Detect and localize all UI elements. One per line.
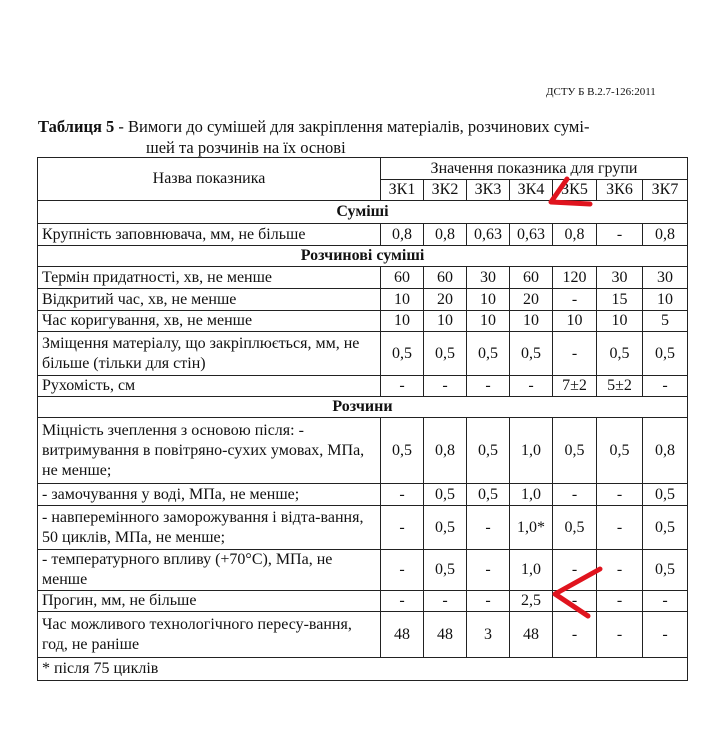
section-title: Суміші [38, 201, 688, 224]
row-value: 1,0 [510, 484, 553, 506]
row-value: 0,63 [510, 224, 553, 246]
row-value: 0,5 [643, 506, 688, 550]
row-name: Зміщення матеріалу, що закріплюється, мм, не більше (тільки для стін) [38, 332, 381, 376]
row-value: 0,5 [643, 550, 688, 591]
table-row [38, 267, 688, 289]
row-value: 0,5 [424, 484, 467, 506]
row-value: - [424, 376, 467, 397]
row-value: - [643, 376, 688, 397]
row-name: Відкритий час, хв, не менше [38, 289, 381, 311]
caption-label: Таблиця 5 [38, 117, 115, 136]
row-value: 0,8 [643, 224, 688, 246]
row-value: 0,5 [597, 418, 643, 484]
row-value: - [381, 376, 424, 397]
row-value: 0,5 [467, 332, 510, 376]
row-value: 0,8 [424, 224, 467, 246]
row-value: 10 [597, 311, 643, 332]
row-value: 30 [467, 267, 510, 289]
row-value: - [553, 591, 597, 612]
row-value: 0,5 [510, 332, 553, 376]
row-value: - [597, 484, 643, 506]
table-row [38, 591, 688, 612]
row-value: 5 [643, 311, 688, 332]
row-name: Міцність зчеплення з основою після: - витримування в повітряно-сухих умовах, МПа, не менше; [38, 418, 381, 484]
row-value: 0,5 [424, 506, 467, 550]
row-value: - [381, 506, 424, 550]
row-value: - [467, 550, 510, 591]
column-header-name: Назва показника [38, 158, 381, 201]
column-header-group: ЗК7 [643, 180, 688, 201]
row-value: 5±2 [597, 376, 643, 397]
column-header-group: ЗК4 [510, 180, 553, 201]
table-row [38, 484, 688, 506]
row-value: - [553, 484, 597, 506]
row-value: 1,0* [510, 506, 553, 550]
row-value: 120 [553, 267, 597, 289]
table-row [38, 289, 688, 311]
section-row [38, 201, 688, 224]
row-name: - температурного впливу (+70°С), МПа, не менше [38, 550, 381, 591]
row-value: 10 [643, 289, 688, 311]
document-code: ДСТУ Б В.2.7-126:2011 [546, 86, 656, 98]
row-value: 2,5 [510, 591, 553, 612]
table-row [38, 376, 688, 397]
row-value: 10 [553, 311, 597, 332]
row-value: - [467, 376, 510, 397]
row-value: 3 [467, 612, 510, 658]
column-header-group: ЗК6 [597, 180, 643, 201]
row-value: - [381, 484, 424, 506]
row-value: 0,8 [643, 418, 688, 484]
row-value: - [467, 591, 510, 612]
row-value: - [597, 591, 643, 612]
row-name: Прогин, мм, не більше [38, 591, 381, 612]
row-value: 10 [381, 289, 424, 311]
row-value: 30 [597, 267, 643, 289]
table-row [38, 332, 688, 376]
row-value: - [597, 550, 643, 591]
caption-text-line2: шей та розчинів на їх основі [146, 138, 346, 157]
requirements-table [37, 157, 688, 681]
column-header-group-values: Значення показника для групи [381, 158, 688, 180]
row-value: - [553, 289, 597, 311]
row-value: - [467, 506, 510, 550]
row-name: Рухомість, см [38, 376, 381, 397]
row-value: 0,5 [424, 550, 467, 591]
row-value: 0,5 [467, 484, 510, 506]
row-value: 10 [467, 311, 510, 332]
column-header-group: ЗК5 [553, 180, 597, 201]
row-value: 60 [510, 267, 553, 289]
row-value: - [553, 550, 597, 591]
footnote-row [38, 658, 688, 681]
row-value: - [424, 591, 467, 612]
row-value: - [597, 224, 643, 246]
row-name: - навперемінного заморожування і відта-вання, 50 циклів, МПа, не менше; [38, 506, 381, 550]
row-value: 1,0 [510, 418, 553, 484]
row-value: - [381, 591, 424, 612]
row-value: 60 [381, 267, 424, 289]
row-value: - [597, 506, 643, 550]
row-value: - [381, 550, 424, 591]
row-value: 10 [381, 311, 424, 332]
row-value: 48 [510, 612, 553, 658]
table-row [38, 311, 688, 332]
row-value: - [643, 591, 688, 612]
row-value: 0,5 [597, 332, 643, 376]
row-name: Час можливого технологічного пересу-вання, год, не раніше [38, 612, 381, 658]
column-header-group: ЗК2 [424, 180, 467, 201]
row-value: 0,8 [553, 224, 597, 246]
section-row [38, 397, 688, 418]
row-value: 10 [467, 289, 510, 311]
row-value: 48 [424, 612, 467, 658]
row-value: 0,5 [381, 332, 424, 376]
table-row [38, 612, 688, 658]
footnote: * після 75 циклів [38, 658, 688, 681]
row-value: - [643, 612, 688, 658]
row-value: 48 [381, 612, 424, 658]
table-row [38, 506, 688, 550]
row-value: 0,8 [381, 224, 424, 246]
row-value: 0,5 [424, 332, 467, 376]
row-name: Крупність заповнювача, мм, не більше [38, 224, 381, 246]
column-header-group: ЗК3 [467, 180, 510, 201]
row-name: Термін придатності, хв, не менше [38, 267, 381, 289]
section-title: Розчинові суміші [38, 246, 688, 267]
section-row [38, 246, 688, 267]
row-value: 15 [597, 289, 643, 311]
table-header-row [38, 158, 688, 180]
table-row [38, 224, 688, 246]
row-name: - замочування у воді, МПа, не менше; [38, 484, 381, 506]
row-value: 0,5 [553, 506, 597, 550]
row-value: - [553, 612, 597, 658]
row-value: 60 [424, 267, 467, 289]
column-header-group: ЗК1 [381, 180, 424, 201]
row-value: 30 [643, 267, 688, 289]
table-row [38, 550, 688, 591]
table-row [38, 418, 688, 484]
row-value: 20 [510, 289, 553, 311]
row-value: 20 [424, 289, 467, 311]
row-value: - [510, 376, 553, 397]
row-value: - [553, 332, 597, 376]
row-value: 0,5 [381, 418, 424, 484]
row-value: - [597, 612, 643, 658]
row-value: 0,5 [553, 418, 597, 484]
row-value: 0,5 [643, 484, 688, 506]
row-value: 1,0 [510, 550, 553, 591]
section-title: Розчини [38, 397, 688, 418]
row-value: 0,63 [467, 224, 510, 246]
row-value: 0,5 [467, 418, 510, 484]
row-value: 10 [424, 311, 467, 332]
row-value: 10 [510, 311, 553, 332]
row-value: 0,8 [424, 418, 467, 484]
row-value: 7±2 [553, 376, 597, 397]
row-name: Час коригування, хв, не менше [38, 311, 381, 332]
caption-text-line1: - Вимоги до сумішей для закріплення матеріалів, розчинових сумі- [114, 117, 590, 136]
table-caption [38, 116, 688, 158]
row-value: 0,5 [643, 332, 688, 376]
